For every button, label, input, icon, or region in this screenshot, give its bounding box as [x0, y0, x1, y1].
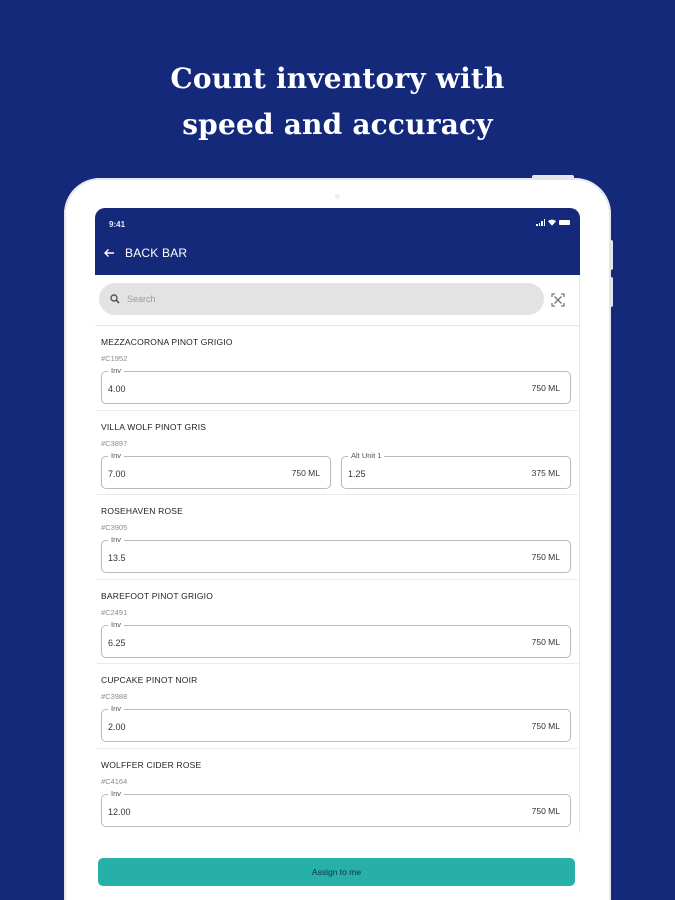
headline-line-1: Count inventory with: [170, 62, 505, 95]
field-value[interactable]: 7.00: [108, 468, 126, 479]
inventory-item: [95, 749, 580, 834]
arrow-left-icon[interactable]: [103, 247, 115, 259]
tablet-camera: [335, 194, 340, 199]
inv-count-field[interactable]: [101, 450, 331, 489]
item-sku: #C3905: [101, 523, 128, 532]
inventory-item: [95, 580, 580, 665]
item-sku: #C3897: [101, 438, 128, 448]
signal-icon: [536, 219, 545, 226]
inventory-item: [95, 495, 580, 580]
marketing-headline: [0, 56, 675, 148]
field-label: Inv: [108, 366, 124, 376]
field-value[interactable]: 2.00: [108, 722, 126, 732]
field-label: Alt Unit 1: [348, 451, 384, 461]
item-name: VILLA WOLF PINOT GRIS: [101, 421, 207, 432]
item-sku: #C4164: [101, 776, 128, 786]
inventory-item: [95, 411, 580, 496]
item-name: WOLFFER CIDER ROSE: [101, 759, 202, 770]
headline-line-2: speed and accuracy: [182, 108, 493, 141]
assign-to-me-button[interactable]: Assign to me: [98, 858, 575, 886]
tablet-top-button: [532, 175, 574, 180]
item-name: MEZZACORONA PINOT GRIGIO: [101, 337, 233, 347]
field-label: Inv: [108, 704, 124, 714]
field-unit: 750 ML: [291, 467, 320, 478]
field-label: Inv: [108, 535, 124, 545]
field-unit: 750 ML: [531, 805, 560, 816]
wifi-icon: [548, 219, 556, 226]
field-value[interactable]: 12.00: [108, 806, 131, 817]
field-label: Inv: [108, 451, 124, 461]
search-input[interactable]: [99, 283, 544, 315]
field-unit: 750 ML: [531, 721, 560, 731]
field-label: Inv: [108, 789, 124, 799]
field-unit: 375 ML: [531, 467, 560, 478]
tablet-volume-down-button: [609, 277, 613, 307]
field-unit: 750 ML: [531, 636, 560, 647]
title-bar: [103, 246, 187, 260]
item-name: BAREFOOT PINOT GRIGIO: [101, 590, 214, 601]
battery-icon: [559, 220, 570, 225]
app-screen: [95, 208, 580, 900]
status-icons: [536, 219, 570, 226]
field-value[interactable]: 13.5: [108, 553, 126, 563]
field-value[interactable]: 1.25: [348, 468, 366, 479]
search-row: [95, 275, 580, 326]
item-name: ROSEHAVEN ROSE: [101, 506, 183, 516]
field-unit: 750 ML: [531, 552, 560, 562]
app-bar: [95, 208, 580, 275]
field-unit: 750 ML: [531, 383, 560, 393]
field-value[interactable]: 4.00: [108, 384, 126, 394]
item-sku: #C3988: [101, 692, 128, 701]
inventory-item: [95, 664, 580, 749]
search-placeholder: Search: [127, 294, 156, 304]
barcode-scan-icon[interactable]: [551, 293, 565, 307]
inv-count-field[interactable]: [101, 704, 571, 742]
search-icon: [110, 294, 120, 304]
inv-count-field[interactable]: [101, 366, 571, 404]
status-time: 9:41: [109, 220, 126, 229]
page-title: BACK BAR: [125, 246, 188, 260]
alt-unit-count-field[interactable]: [341, 450, 571, 489]
tablet-volume-up-button: [609, 240, 613, 270]
item-name: CUPCAKE PINOT NOIR: [101, 675, 198, 685]
inv-count-field[interactable]: [101, 619, 571, 658]
inv-count-field[interactable]: [101, 535, 571, 573]
item-sku: #C2491: [101, 607, 128, 617]
field-value[interactable]: 6.25: [108, 637, 126, 648]
inv-count-field[interactable]: [101, 788, 571, 827]
inventory-item: [95, 326, 580, 411]
field-label: Inv: [108, 620, 124, 630]
item-sku: #C1952: [101, 354, 128, 363]
